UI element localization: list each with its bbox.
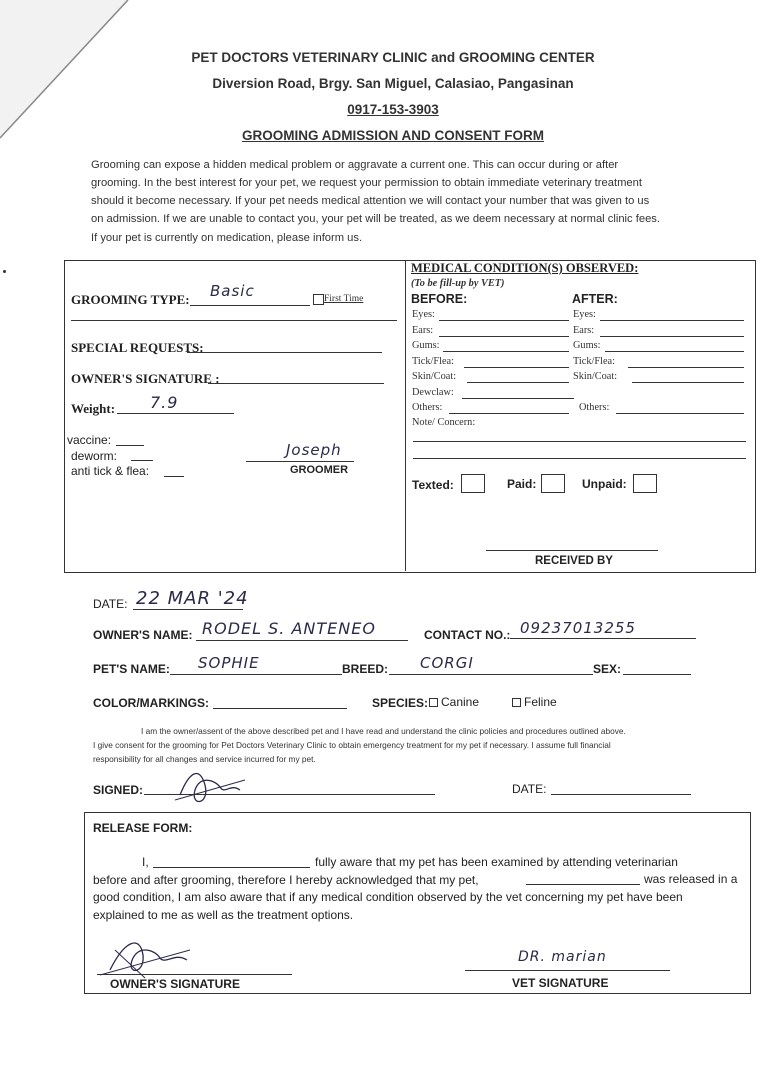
release-text-d: was released in a (644, 872, 738, 886)
medical-title: MEDICAL CONDITION(S) OBSERVED: (411, 261, 639, 275)
breed-label: BREED: (342, 662, 389, 676)
before-item-label: Dewclaw: (412, 386, 454, 398)
antitick-line[interactable] (164, 476, 184, 477)
before-item-label: Gums: (412, 340, 440, 351)
breed-value[interactable]: CORGI (420, 654, 474, 672)
paid-label: Paid: (507, 477, 537, 491)
paid-checkbox[interactable] (541, 474, 565, 493)
species-canine-option[interactable] (429, 695, 479, 709)
weight-value[interactable]: 7.9 (150, 393, 179, 412)
species-label: SPECIES: (372, 696, 429, 710)
consent-line-3: responsibility for all changes and service incurred for my pet. (93, 754, 316, 764)
antitick-label: anti tick & flea: (71, 464, 150, 478)
before-item-line[interactable] (462, 398, 574, 399)
release-text-f: explained to me as well as the treatment options. (93, 908, 354, 922)
clinic-address: Diversion Road, Brgy. San Miguel, Calasiao, Pangasinan (212, 76, 574, 91)
release-text-a: I, (142, 855, 149, 869)
before-item-line[interactable] (467, 382, 569, 383)
unpaid-checkbox[interactable] (633, 474, 657, 493)
feline-checkbox[interactable] (512, 698, 521, 707)
sex-label: SEX: (593, 662, 622, 676)
before-item-label: Skin/Coat: (412, 371, 457, 382)
species-feline-option[interactable] (512, 695, 557, 709)
release-owner-signature-label: OWNER'S SIGNATURE (110, 977, 240, 991)
first-time-checkbox[interactable] (313, 294, 324, 305)
before-item-label: Eyes: (412, 309, 435, 320)
deworm-label: deworm: (71, 449, 118, 463)
after-item-line[interactable] (605, 351, 744, 352)
groomer-label: GROOMER (290, 464, 349, 476)
after-item-line[interactable] (616, 413, 744, 414)
owner-name-label: OWNER'S NAME: (93, 628, 193, 642)
weight-line (117, 413, 234, 414)
date-line (133, 609, 243, 610)
sex-line[interactable] (623, 674, 691, 675)
feline-label: Feline (524, 695, 557, 709)
before-item-label: Others: (412, 402, 443, 413)
after-item-line[interactable] (628, 367, 744, 368)
received-by-line[interactable] (486, 550, 658, 551)
pet-name-label: PET'S NAME: (93, 662, 170, 676)
release-text-e: good condition, I am also aware that if any medical condition observed by the vet concerning my pet have been (93, 890, 683, 904)
signed-label: SIGNED: (93, 783, 144, 797)
after-item-label: Gums: (573, 340, 601, 351)
scan-dot (3, 270, 6, 273)
after-item-line[interactable] (600, 320, 744, 321)
consent-date-line[interactable] (551, 794, 691, 795)
breed-line (389, 674, 593, 675)
owner-name-value[interactable]: RODEL S. ANTENEO (202, 619, 376, 638)
weight-label: Weight: (71, 401, 116, 416)
texted-checkbox[interactable] (461, 474, 485, 493)
pet-name-value[interactable]: SOPHIE (198, 654, 260, 672)
before-item-line[interactable] (439, 320, 569, 321)
clinic-phone: 0917-153-3903 (347, 102, 439, 117)
intro-line-2: grooming. In the best interest for your pet, we request your permission to obtain immediate veterinary treatment (91, 177, 642, 189)
note-line-1[interactable] (413, 441, 746, 442)
before-item-line[interactable] (443, 351, 569, 352)
owner-name-line (196, 640, 408, 641)
note-label: Note/ Concern: (412, 417, 476, 428)
intro-line-3: should it become necessary. If your pet needs medical attention we will contact your number that was given to us (91, 195, 650, 207)
groomer-signature[interactable]: Joseph (286, 441, 342, 459)
contact-line (510, 638, 696, 639)
vet-signature-value[interactable]: DR. marian (518, 949, 607, 965)
note-line-2[interactable] (413, 458, 746, 459)
before-item-line[interactable] (449, 413, 569, 414)
color-label: COLOR/MARKINGS: (93, 696, 209, 710)
before-item-label: Tick/Flea: (412, 355, 454, 367)
texted-label: Texted: (412, 478, 454, 492)
form-title: GROOMING ADMISSION AND CONSENT FORM (242, 128, 544, 143)
date-label: DATE: (93, 597, 128, 611)
release-vet-line (465, 970, 670, 971)
before-item-line[interactable] (439, 336, 569, 337)
release-title: RELEASE FORM: (93, 821, 193, 835)
pet-name-line (170, 674, 342, 675)
date-value[interactable]: 22 MAR '24 (136, 588, 249, 609)
vaccine-line[interactable] (116, 445, 144, 446)
after-label: AFTER: (572, 292, 618, 306)
grooming-type-value[interactable]: Basic (210, 282, 255, 300)
canine-checkbox[interactable] (429, 698, 438, 707)
special-requests-line[interactable] (187, 352, 382, 353)
box-divider (405, 260, 406, 571)
consent-line-2: I give consent for the grooming for Pet Doctors Veterinary Clinic to obtain emergency treatment for my pet if necessary. I assume full financial (93, 740, 611, 750)
before-item-label: Ears: (412, 324, 434, 336)
intro-line-5: If your pet is currently on medication, please inform us. (91, 232, 363, 244)
release-pet-line[interactable] (526, 884, 640, 885)
intro-line-4: on admission. If we are unable to contact you, your pet will be treated, as we deem necessary at normal clinic fees. (91, 213, 660, 225)
first-time-label: First Time (324, 294, 364, 304)
after-item-label: Others: (579, 402, 610, 413)
before-label: BEFORE: (411, 292, 468, 306)
received-by-label: RECEIVED BY (535, 555, 613, 567)
owner-signature-scribble-2 (95, 930, 195, 980)
release-name-line[interactable] (153, 867, 310, 868)
consent-line-1: I am the owner/assent of the above described pet and I have read and understand the clinic policies and procedures outlined above. (141, 726, 626, 736)
medical-subtitle: (To be fill-up by VET) (411, 278, 505, 289)
contact-value[interactable]: 09237013255 (520, 619, 636, 637)
color-line[interactable] (213, 708, 347, 709)
grooming-type-line (190, 305, 310, 306)
after-item-line[interactable] (632, 382, 744, 383)
release-text-b: fully aware that my pet has been examined by attending veterinarian (315, 855, 678, 869)
unpaid-label: Unpaid: (582, 477, 627, 491)
after-item-label: Ears: (573, 324, 595, 336)
after-item-label: Skin/Coat: (573, 371, 618, 382)
release-vet-signature-label: VET SIGNATURE (512, 976, 609, 990)
intro-line-1: Grooming can expose a hidden medical problem or aggravate a current one. This can occur during or after (91, 159, 619, 171)
owner-signature-scribble-1 (170, 765, 250, 810)
after-item-label: Tick/Flea: (573, 355, 615, 367)
after-item-label: Eyes: (573, 309, 596, 320)
clinic-name: PET DOCTORS VETERINARY CLINIC and GROOMING CENTER (191, 50, 595, 65)
consent-date-label: DATE: (512, 782, 547, 796)
owner-signature-label: OWNER'S SIGNATURE : (71, 371, 220, 386)
contact-label: CONTACT NO.: (424, 628, 511, 642)
deworm-line[interactable] (131, 460, 153, 461)
grooming-extra-line (71, 320, 397, 321)
special-requests-label: SPECIAL REQUESTS: (71, 340, 204, 355)
after-item-line[interactable] (600, 336, 744, 337)
grooming-type-label: GROOMING TYPE: (71, 292, 190, 307)
canine-label: Canine (441, 695, 480, 709)
groomer-line (246, 461, 354, 462)
before-item-line[interactable] (464, 367, 569, 368)
owner-signature-line[interactable] (208, 383, 384, 384)
vaccine-label: vaccine: (67, 433, 112, 447)
release-text-c: before and after grooming, therefore I hereby acknowledged that my pet, (93, 873, 479, 887)
